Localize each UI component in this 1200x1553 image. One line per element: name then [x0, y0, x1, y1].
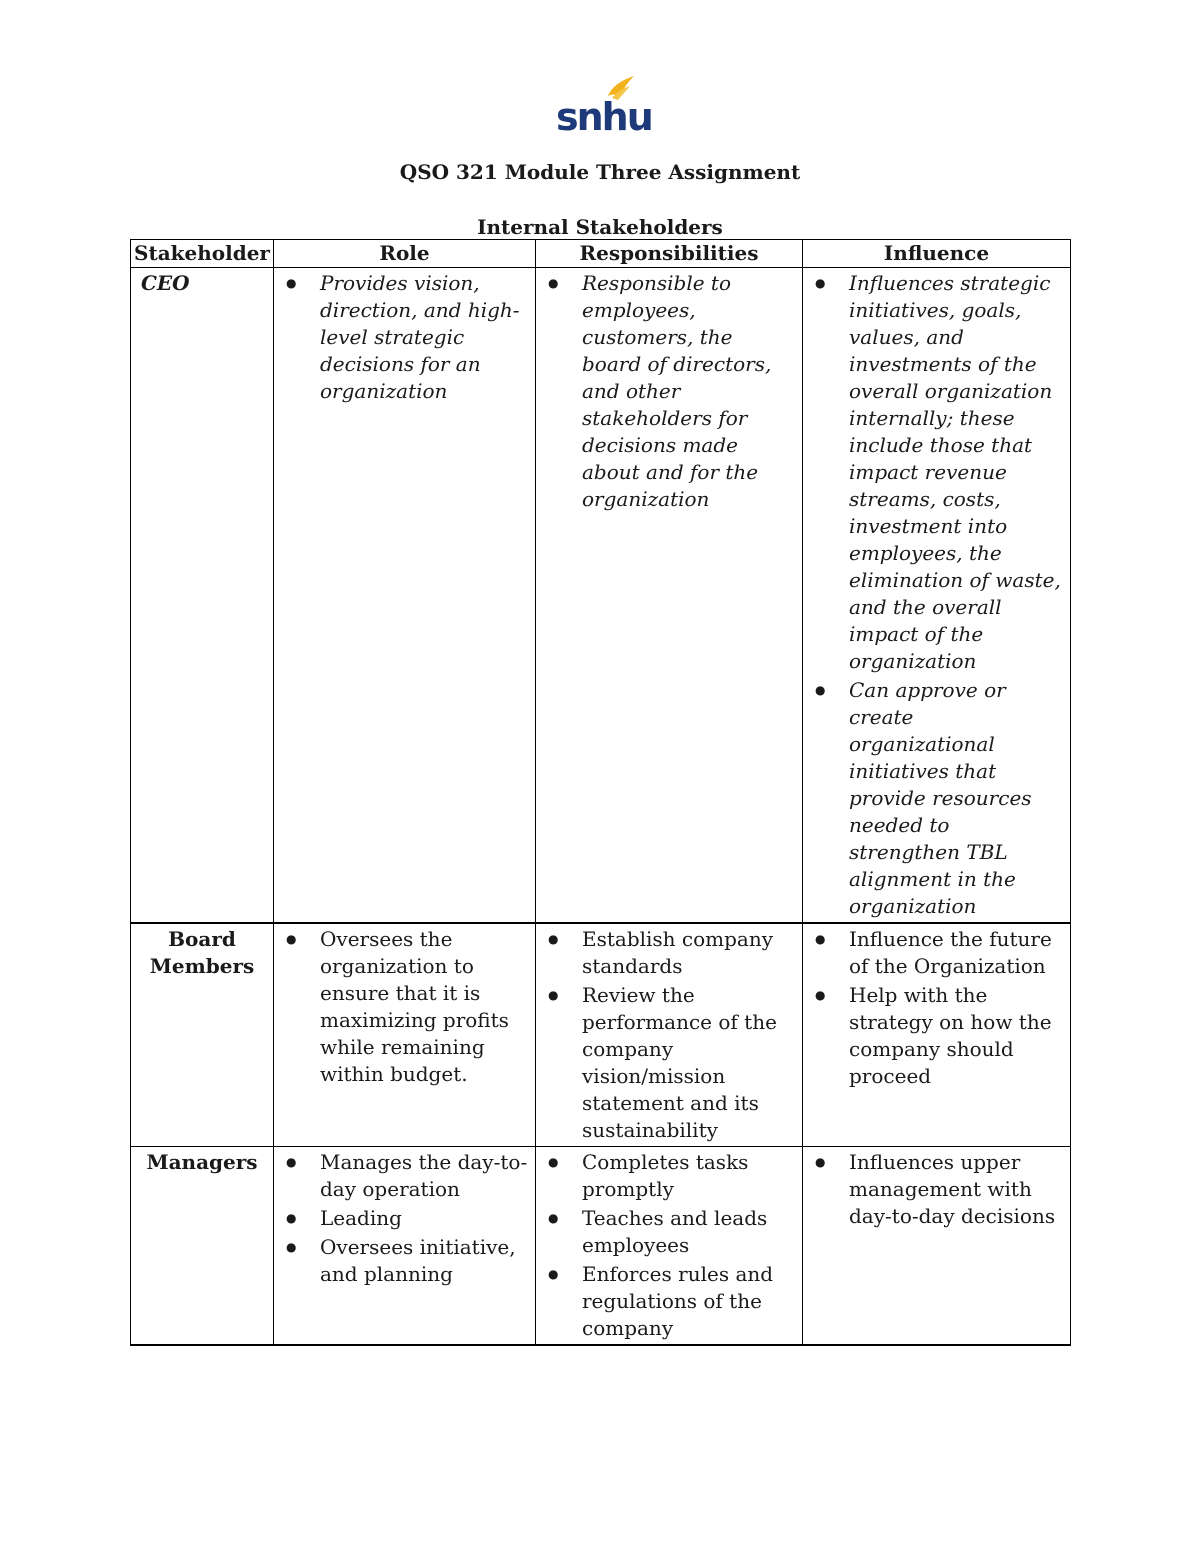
responsibilities-cell — [536, 268, 803, 924]
header-influence: Influence — [803, 240, 1071, 268]
snhu-logo — [556, 74, 652, 139]
list-item: ● Leading — [274, 1205, 529, 1232]
table-row-ceo — [131, 268, 1071, 924]
list-item: ● Responsible to employees, customers, the board of directors, and other stakeholders for decisions made about and for the organization — [536, 270, 796, 513]
list-item: ● Influence the future of the Organization — [803, 926, 1064, 980]
logo-wordmark: snhu — [556, 95, 652, 139]
list-item: ● Teaches and leads employees — [536, 1205, 796, 1259]
list-item: ● Can approve or create organizational initiatives that provide resources needed to strengthen TBL alignment in the organization — [803, 677, 1064, 920]
list-item: ● Completes tasks promptly — [536, 1149, 796, 1203]
list-item: ● Establish company standards — [536, 926, 796, 980]
list-item: ● Help with the strategy on how the company should proceed — [803, 982, 1064, 1090]
table-row-board-members — [131, 923, 1071, 1147]
list-item: ● Influences strategic initiatives, goals, values, and investments of the overall organization internally; these include those that impact revenue streams, costs, investment into employees, the elimination of waste, and the overall impact of the organization — [803, 270, 1064, 675]
list-item: ● Provides vision, direction, and high-level strategic decisions for an organization — [274, 270, 529, 405]
role-cell — [274, 923, 536, 1147]
list-item: ● Review the performance of the company vision/mission statement and its sustainability — [536, 982, 796, 1144]
list-item: ● Oversees initiative, and planning — [274, 1234, 529, 1288]
responsibilities-cell — [536, 923, 803, 1147]
document-title: QSO 321 Module Three Assignment — [399, 160, 801, 184]
header-stakeholder: Stakeholder — [131, 240, 274, 268]
stakeholder-name: CEO — [131, 268, 274, 924]
list-item: ● Enforces rules and regulations of the company — [536, 1261, 796, 1342]
stakeholders-table — [130, 239, 1071, 1346]
responsibilities-cell — [536, 1147, 803, 1346]
role-cell — [274, 1147, 536, 1346]
header-responsibilities: Responsibilities — [536, 240, 803, 268]
table-header-row — [131, 240, 1071, 268]
flame-leaf-icon — [556, 74, 652, 139]
influence-cell — [803, 268, 1071, 924]
table-row-managers — [131, 1147, 1071, 1346]
list-item: ● Manages the day-to-day operation — [274, 1149, 529, 1203]
list-item: ● Influences upper management with day-to-day decisions — [803, 1149, 1064, 1230]
influence-cell — [803, 1147, 1071, 1346]
header-role: Role — [274, 240, 536, 268]
list-item: ● Oversees the organization to ensure that it is maximizing profits while remaining within budget. — [274, 926, 529, 1088]
table-title: Internal Stakeholders — [477, 215, 723, 239]
stakeholder-name: Board Members — [131, 923, 274, 1147]
influence-cell — [803, 923, 1071, 1147]
role-cell — [274, 268, 536, 924]
stakeholder-name: Managers — [131, 1147, 274, 1346]
